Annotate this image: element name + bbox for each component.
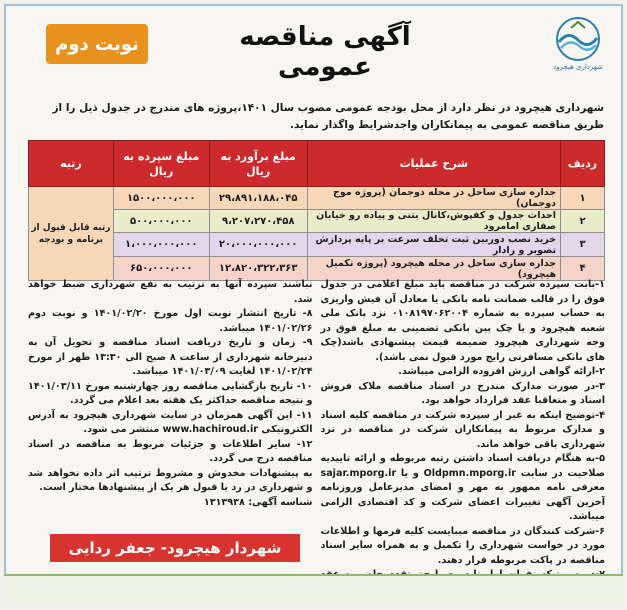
condition-item: ۸- تاریخ انتشار نوبت اول مورخ ۱۴۰۱/۰۲/۲۰ و نوبت دوم ۱۴۰۱/۰۲/۲۶ میباشد. — [28, 308, 313, 334]
page-title: آگهی مناقصه عمومی — [239, 22, 411, 82]
row-description: جداره سازی ساحل در محله دوجمان (پروژه موج دوجمان) — [307, 187, 560, 210]
grade-cell: رتبه قابل قبول از برنامه و بودجه — [29, 187, 114, 281]
bottom-border — [4, 574, 623, 602]
notice-id: شناسه آگهی: ۱۳۱۳۹۳۸ — [203, 496, 313, 508]
table-header-row — [29, 141, 605, 187]
row-estimate: ۱۲،۸۲۰،۳۲۲،۳۶۳ — [209, 257, 307, 281]
header-grade: رتبه — [29, 141, 114, 187]
table-row — [29, 233, 605, 257]
row-description: خرید نصب دوربین ثبت تخلف سرعت بر پایه پردازش تصویر و رادار — [307, 233, 560, 257]
table-row — [29, 257, 605, 281]
condition-item: ۱۲- سایر اطلاعات و جزئیات مربوط به مناقصه در اسناد مناقصه درج می گردد. — [28, 438, 313, 464]
row-number: ۳ — [561, 233, 605, 257]
condition-item: ۹- زمان و تاریخ دریافت اسناد مناقصه و تحویل آن به دبیرخانه شهرداری از ساعت ۸ صبح الی ۱۳:۳۰ ظهر از مورخ ۱۴۰۱/۰۲/۲۴ لغایت ۱۴۰۱/۰۳/۰۹ میباشد. — [28, 337, 313, 377]
condition-item: ۵-به هنگام دریافت اسناد داشتن رتبه مربوطه و ارائه تاییدیه صلاحیت در سایت Oldpmn.mporg.ir و یا sajar.mporg.ir معرفی نامه ممهور به مهر و امضای مدیرعامل وروزنامه آخرین آگهی تغییرات اعضای شرکت و کد اقتصادی الزامی میباشد. — [320, 453, 605, 522]
conditions-right-column — [320, 278, 606, 566]
municipality-logo — [543, 10, 613, 76]
row-deposit: ۱۵۰۰،۰۰۰،۰۰۰ — [113, 187, 209, 210]
condition-item: ۶-شرکت کنندگان در مناقصه میبایست کلیه فرمها و اطلاعات مورد در خواست شهرداری را تکمیل و به همراه سایر اسناد مناقصه در پاکت مربوطه قرار دهند. — [320, 525, 605, 566]
round-badge: نوبت دوم — [46, 24, 148, 64]
row-deposit: ۶۵۰،۰۰۰،۰۰۰ — [113, 257, 209, 281]
row-estimate: ۹،۲۰۷،۲۷۰،۴۵۸ — [209, 210, 307, 233]
row-description: احداث جدول و کفپوش،کانال بتنی و پیاده رو خیابان صفاری امامرود — [307, 210, 560, 233]
intro-paragraph: شهرداری هیچرود در نظر دارد از محل بودجه عمومی مصوب سال ۱۴۰۱،پروژه های مندرج در جدول ذیل را از طریق مناقصه عمومی به پیمانکاران واجدشرایط واگذار نماید. — [52, 102, 604, 131]
condition-item: ۱-بابت سپرده شرکت در مناقصه باید مبلغ اعلامی در جدول فوق را در قالب ضمانت نامه بانکی یا معادل آن فیش واریزی به حساب سپرده به شماره ۰۱۰۸۱۹۷۰۶۲۰۰۴ نزد بانک ملی شعبه هیچرود و یا چک بین بانکی تضمینی به مبلغ فوق در وجه شهرداری هیچرود ضمیمه قیمت پیشنهادی باشد(چک های بانکی مسافرتی رایج مورد قبول نمی باشد). — [320, 279, 605, 363]
header-description: شرح عملیات — [307, 141, 560, 187]
row-estimate: ۲۹،۸۹۱،۱۸۸،۰۴۵ — [209, 187, 307, 210]
projects-table — [28, 140, 605, 281]
row-description: جداره سازی ساحل در محله هیچرود (پروژه تکمیل هیچرود) — [307, 257, 560, 281]
row-estimate: ۲۰،۰۰۰،۰۰۰،۰۰۰ — [209, 233, 307, 257]
condition-item: ۴-توضیح اینکه به غیر از سپرده شرکت در مناقصه کلیه اسناد و مدارک مربوط به پیمانکاران شرکت در مناقصه در نزد شهرداری باقی خواهد ماند. — [320, 409, 605, 450]
row-deposit: ۵۰۰،۰۰۰،۰۰۰ — [113, 210, 209, 233]
table-row — [29, 187, 605, 210]
header-row-no: ردیف — [561, 141, 605, 187]
table-row — [29, 210, 605, 233]
logo-caption: شهرداری هیچرود — [553, 62, 603, 71]
condition-item: ۳-در صورت مدارک مندرج در اسناد مناقصه ملاک فروش اسناد و متعاقبا عقد قرارداد خواهد بود. — [320, 380, 605, 406]
condition-item: ۱۰- تاریخ بازگشایی مناقصه روز چهارشنبه مورخ ۱۴۰۱/۰۳/۱۱ و نتیجه مناقصه حداکثر یک هفته بعد اعلام می گردد. — [28, 380, 313, 406]
wave-emblem-icon — [551, 16, 605, 62]
conditions-left-column — [28, 278, 313, 543]
condition-item: نباشند سپرده آنها به ترتیب به نفع شهرداری ضبط خواهد شد. — [28, 279, 313, 305]
row-deposit: ۱،۰۰۰،۰۰۰،۰۰۰ — [113, 233, 209, 257]
signature-banner: شهردار هیچرود- جعفر ردایی — [50, 534, 300, 562]
header-deposit: مبلغ سپرده به ریال — [113, 141, 209, 187]
row-number: ۱ — [561, 187, 605, 210]
condition-item: ۱۱- این آگهی همزمان در سایت شهرداری هیچرود به آدرس الکترونیکی www.hachiroud.ir منتشر می شود. — [28, 409, 313, 435]
condition-item: ۲-ارائه گواهی ارزش افزوده الزامی میباشد. — [398, 366, 605, 377]
row-number: ۴ — [561, 257, 605, 281]
condition-item: به پیشنهادات مخدوش و مشروط ترتیب اثر داده نخواهد شد و شهرداری در رد یا قبول هر یک از پیشنهادها مختار است. — [28, 467, 313, 493]
header-estimate: مبلغ برآورد به ریال — [209, 141, 307, 187]
row-number: ۲ — [561, 210, 605, 233]
